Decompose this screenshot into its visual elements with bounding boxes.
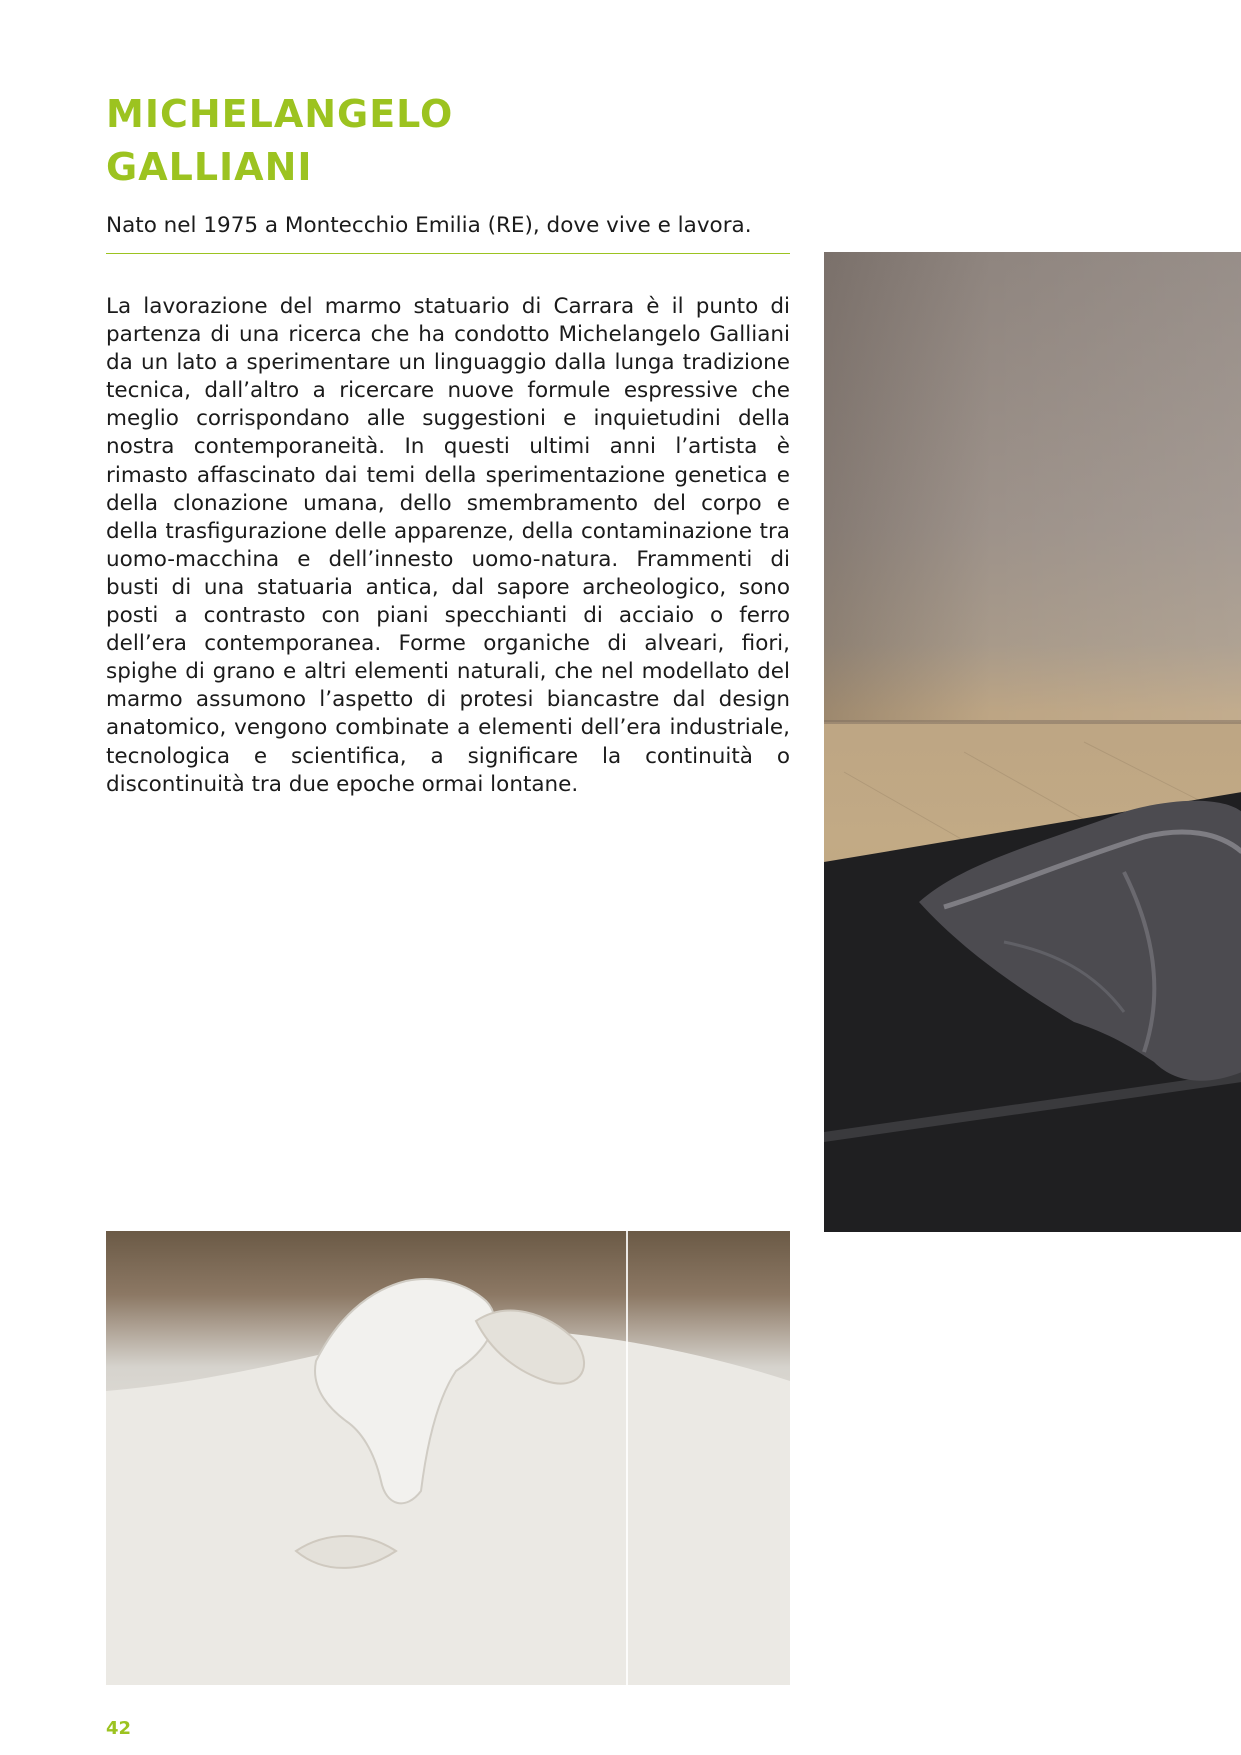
artist-bio-intro: Nato nel 1975 a Montecchio Emilia (RE), dove vive e lavora.: [106, 213, 752, 238]
artist-name-line-2: GALLIANI: [106, 145, 313, 189]
sculpture-photo-drawing: [824, 252, 1241, 1232]
marble-hand-drawing: [106, 1231, 790, 1685]
page-number: 42: [106, 1718, 132, 1739]
divider-rule: [106, 253, 790, 254]
sculpture-photo-marble-hand: [106, 1231, 790, 1685]
artist-name-heading: [106, 88, 453, 194]
photo-seam: [626, 1231, 628, 1685]
artist-description: La lavorazione del marmo statuario di Carrara è il punto di partenza di una ricerca che ha condotto Michelangelo Galliani da un lato a sperimentare un linguaggio dalla lunga tradizione tecnica, dall’altro a ricercare nuove formule espressive che meglio corrispondano alle suggestioni e inquietudini della nostra contemporaneità. In questi ultimi anni l’artista è rimasto affascinato dai temi della sperimentazione genetica e della clonazione umana, dello smembramento del corpo e della trasfigurazione delle apparenze, della contaminazione tra uomo-macchina e dell’innesto uomo-natura. Frammenti di busti di una statuaria antica, dal sapore archeologico, sono posti a contrasto con piani specchianti di acciaio o ferro dell’era contemporanea. Forme organiche di alveari, fiori, spighe di grano e altri elementi naturali, che nel modellato del marmo assumono l’aspetto di protesi biancastre dal design anatomico, vengono combinate a elementi dell’era industriale, tecnologica e scientifica, a significare la continuità o discontinuità tra due epoche ormai lontane.: [106, 294, 790, 797]
artist-name-line-1: MICHELANGELO: [106, 92, 454, 136]
sculpture-photo-steel-tray: [824, 252, 1241, 1232]
